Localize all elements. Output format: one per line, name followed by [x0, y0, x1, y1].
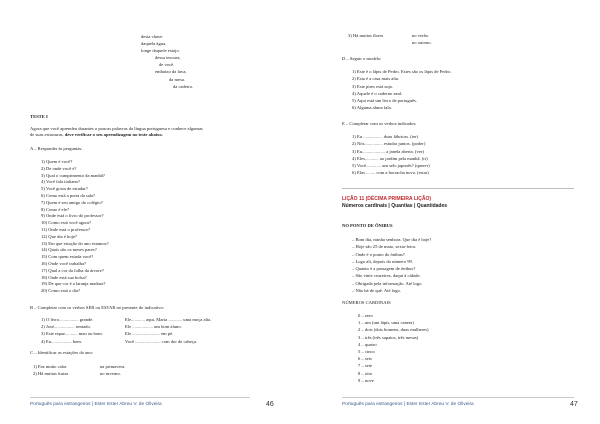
- list-item: 2) Nós................ estudar juntos. (poder): [352, 141, 426, 147]
- list-item: 2) José.................. sentado.: [41, 324, 91, 330]
- list-item: 5) Aqui está um livro de português.: [352, 98, 417, 104]
- poem-line: da cadeira.: [173, 83, 193, 89]
- list-item: 7 – sete: [358, 363, 373, 369]
- footer-text: Português para estrangeiros | Ester Ester Abreu V. de Oliveira: [342, 402, 474, 407]
- section-divider: [342, 188, 574, 189]
- section-b-heading: B – Completar com os verbos SER ou ESTAR no presente do indicativo:: [30, 305, 165, 310]
- poem-line: daquela água,: [141, 41, 167, 47]
- list-item: 4) Eles............ ao jardim pela manhã. (ir): [352, 155, 428, 161]
- numbers-title: NÚMEROS CARDINAIS: [342, 300, 391, 305]
- list-item: 13) Em que estação do ano estamos?: [41, 240, 109, 246]
- list-item: 8 – oito: [358, 370, 373, 376]
- list-item: 19) De que cor é a laranja madura?: [41, 281, 106, 287]
- poem-line: de você.: [159, 62, 175, 68]
- list-item: 0 – zero: [358, 313, 373, 318]
- right-footer: [300, 397, 600, 411]
- list-item: Ele............ aqui, Maria ............ uma moça alta.: [125, 317, 212, 322]
- list-item: 3) Este pires está sujo.: [352, 83, 394, 89]
- list-item: 2) Há muitas frutas: [33, 371, 69, 377]
- list-item: 7) Quem é seu amigo do colégio?: [41, 199, 103, 205]
- list-item: 3) Qual o cumprimento da manhã?: [41, 172, 105, 178]
- list-item: 5) Você............. um selo japonês? (querer): [352, 163, 430, 169]
- footer-text: Português para estrangeiros | Ester Ester Abreu V. de Oliveira: [30, 402, 162, 407]
- list-item: 2 – dois (dois homens, duas mulheres): [358, 327, 429, 333]
- section-e-list: [352, 133, 430, 177]
- numbers-list: [358, 312, 429, 384]
- page-number: 47: [570, 401, 578, 408]
- poem-line: longe daquele estojo.: [141, 48, 180, 54]
- list-item: 4) Eu.................. bem.: [41, 338, 82, 344]
- intro-line-2: de suas estruturas, deve verificar o seu aprendizagem no teste abaixo.: [30, 132, 163, 137]
- questions-list: [41, 159, 109, 295]
- list-item: 8) Como é ele?: [41, 206, 69, 212]
- dialogue-list: [352, 236, 431, 294]
- list-item: 9 – nove: [358, 377, 374, 383]
- list-item: 2) De onde você é?: [41, 165, 77, 171]
- lesson-title: LIÇÃO 11 (DÉCIMA PRIMEIRA LIÇÃO): [342, 196, 432, 202]
- section-d-heading: D – Seguir o modelo:: [342, 56, 382, 61]
- list-item: no outono.: [412, 39, 432, 45]
- list-item: na primavera.: [100, 364, 126, 369]
- poem-line: embaixo da luva,: [155, 69, 187, 75]
- list-item: 5 – cinco: [358, 349, 375, 355]
- list-item: Você ...................... com dor de cabeça.: [125, 338, 198, 344]
- list-item: – Obrigada pela informação. Até logo.: [352, 280, 423, 286]
- section-c-heading: C – Identificar as estações do ano:: [30, 350, 94, 355]
- list-item: – Logo ali, depois do número 99.: [352, 258, 413, 264]
- page-number: 46: [266, 401, 274, 408]
- list-item: – Bom dia, minha senhora. Que dia é hoje?: [352, 237, 432, 242]
- list-item: 1) Eu ................. duas fábricas. (ter): [352, 134, 419, 139]
- section-c-left: [33, 363, 68, 377]
- poem-line: da mesa.: [169, 76, 186, 82]
- test-title: TESTE I: [30, 114, 48, 119]
- list-item: 3) Há muitas flores: [348, 33, 384, 38]
- list-item: 12) Que dia é hoje?: [41, 233, 77, 239]
- lesson-subtitle: Números cardinais | Quantias | Quantidades: [342, 203, 448, 209]
- section-c-right: [100, 363, 125, 377]
- list-item: 18) Onde está sua bolsa?: [41, 274, 87, 280]
- list-item: 6) Como está a porta da sala?: [41, 192, 96, 198]
- list-item: 14) Quais são os meses pares?: [41, 247, 97, 253]
- list-item: 6) Elas ........ com a borracha nova. (estar): [352, 170, 429, 176]
- section-d-list: [352, 68, 452, 112]
- footer-rule: [342, 397, 574, 398]
- list-item: 4) Aquele é o caderno azul.: [352, 90, 403, 96]
- section-b-left: [41, 316, 103, 345]
- list-item: – Não há de quê. Até logo.: [352, 288, 401, 294]
- list-item: – Quanto é a passagem de ônibus?: [352, 266, 416, 272]
- footer-rule: [30, 397, 250, 398]
- list-item: 3 – três (três sapatos, três mesas): [358, 334, 419, 340]
- list-item: 11) Onde está o professor?: [41, 226, 91, 232]
- list-item: 3) Eu.................... a janela aberta. (ver): [352, 148, 424, 154]
- list-item: 4) Você fala italiano?: [41, 179, 80, 185]
- poem-line: dessa tesoura,: [155, 55, 181, 61]
- section-a-heading: A – Responder às perguntas:: [30, 146, 83, 151]
- section-b-right: [125, 316, 211, 345]
- list-item: no inverno.: [100, 371, 121, 377]
- list-item: 5) Você gosta de estudar?: [41, 186, 88, 192]
- list-item: Ele .................. um bom aluno.: [125, 324, 182, 330]
- top-col2: [412, 33, 432, 46]
- left-footer: [0, 397, 300, 411]
- intro-line-1: Agora que você aprendeu durantes o poucas palavras da língua portuguesa e conhece algumas: [30, 126, 203, 131]
- list-item: 1) O livro................. grande.: [41, 317, 94, 322]
- list-item: 16) Onde você trabalha?: [41, 260, 87, 266]
- list-item: 15) Com quem estuda você?: [41, 254, 94, 260]
- list-item: 20) Como está o dia?: [41, 288, 81, 294]
- list-item: – São vinte cruzeiros, daqui à cidade.: [352, 273, 421, 279]
- list-item: 3) Este rapaz........... mau ou bom.: [41, 331, 103, 337]
- list-item: 10) Como está você agora?: [41, 220, 92, 226]
- list-item: 6 – seis: [358, 356, 372, 362]
- list-item: 1) Faz muito calor: [33, 364, 67, 369]
- list-item: 1) Quem é você?: [41, 159, 73, 164]
- list-item: 6) Alguma aluna fala.: [352, 105, 392, 111]
- list-item: 9) Onde está o livro do professor?: [41, 213, 104, 219]
- list-item: 4 – quatro: [358, 341, 377, 347]
- list-item: no verão.: [412, 33, 430, 38]
- list-item: 1 – um (um lápis, uma caneta): [358, 320, 414, 326]
- list-item: 17) Qual a cor da folha da árvore?: [41, 267, 104, 273]
- list-item: – Onde é o ponto do ônibus?: [352, 251, 405, 257]
- list-item: Ele ........................ em pé.: [125, 331, 174, 337]
- poem-lines: [141, 33, 193, 90]
- list-item: – Hoje são 25 de maio, sexta-feira.: [352, 244, 417, 250]
- list-item: 1) Este é o lápis de Pedro. Estes são os lápis de Pedro.: [352, 69, 452, 74]
- right-page: [300, 0, 600, 424]
- poem-line: desta chave.: [141, 34, 164, 39]
- list-item: 2) Esta é a casa mais alta.: [352, 76, 400, 82]
- section-e-heading: E – Completar com os verbos indicados:: [342, 121, 417, 126]
- bus-stop-title: NO PONTO DE ÔNIBUS: [342, 223, 393, 228]
